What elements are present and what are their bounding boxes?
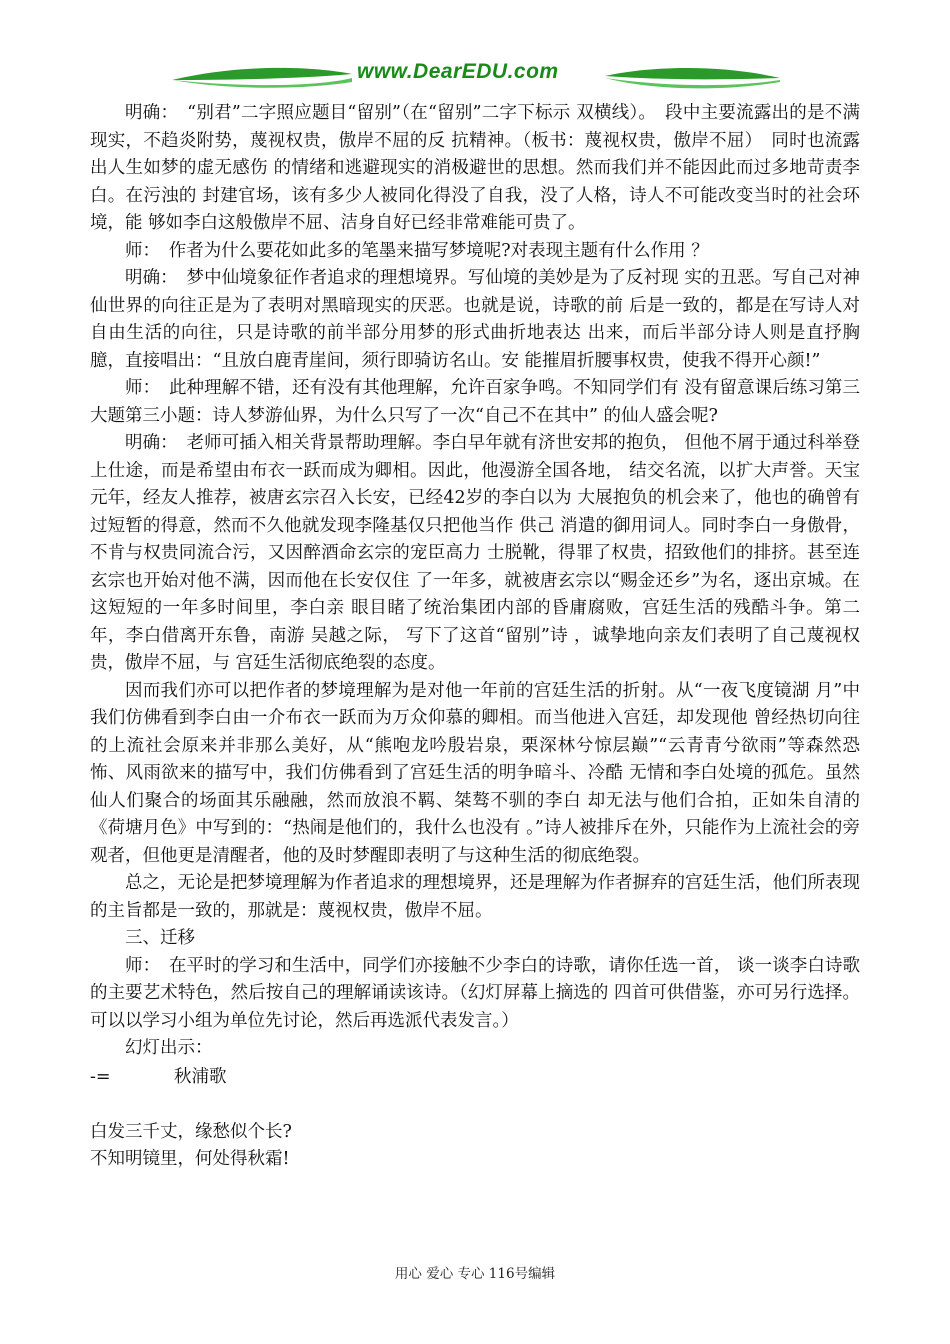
- poem-line-2: 不知明镜里，何处得秋霜!: [90, 1149, 290, 1169]
- page-footer: 用心 爱心 专心 116号编辑: [394, 1266, 556, 1282]
- section-heading-transfer: 三、迁移: [125, 928, 195, 948]
- paragraph-4: 师： 此种理解不错，还有没有其他理解，允许百家争鸣。不知同学们有 没有留意课后练习第三大题第三小题：诗人梦游仙界，为什么只写了一次“自己不在其中” 的仙人盛会呢?: [90, 378, 860, 426]
- paragraph-5: 明确： 老师可插入相关背景帮助理解。李白早年就有济世安邦的抱负， 但他不屑于通过科举登上仕途，而是希望由布衣一跃而成为卿相。因此，他漫游全国各地， 结交名流，以扩大声誉。天宝元年，经友人推荐，被唐玄宗召入长安，已经42岁的李白以为 大展抱负的机会来了，他也的确曾有过短暂的得意，然而不久他就发现李隆基仅只把他当作 供己 消遣的御用词人。同时李白一身傲骨，不肯与权贵同流合污，又因醉酒命玄宗的宠臣高力 士脱靴，得罪了权贵，招致他们的排挤。甚至连玄宗也开始对他不满，因而他在长安仅住 了一年多，就被唐玄宗以“赐金还乡”为名，逐出京城。在这短短的一年多时间里，李白亲 眼目睹了统治集团内部的昏庸腐败，宫廷生活的残酷斗争。第二年，李白借离开东鲁，南游 吴越之际， 写下了这首“留别”诗 ，诚挚地向亲友们表明了自己蔑视权贵，傲岸不屈，与 宫廷生活彻底绝裂的态度。: [90, 433, 860, 673]
- site-header: [0, 58, 950, 98]
- paragraph-1: 明确： “别君”二字照应题目“留别”（在“留别”二字下标示 双横线）。 段中主要流露出的是不满现实，不趋炎附势，蔑视权贵，傲岸不屈的反 抗精神。（板书：蔑视权贵，傲岸不屈） 同时也流露出人生如梦的虚无感伤 的情绪和逃避现实的消极避世的思想。然而我们并不能因此而过多地苛责李白。在污浊的 封建官场，该有多少人被同化得没了自我，没了人格，诗人不可能改变当时的社会环境，能 够如李白这般傲岸不屈、洁身自好已经非常难能可贵了。: [90, 103, 860, 233]
- document-body: [90, 100, 860, 1174]
- site-logo-text: www.DearEDU.com: [357, 60, 559, 83]
- paragraph-6: 因而我们亦可以把作者的梦境理解为是对他一年前的宫廷生活的折射。从“一夜飞度镜湖 月”中我们仿佛看到李白由一介布衣一跃而为万众仰慕的卿相。而当他进入宫廷，却发现他 曾经热切向往的上流社会原来并非那么美好，从“熊咆龙吟殷岩泉，栗深林兮惊层巅”“云青青兮欲雨”等森然恐怖、风雨欲来的描写中，我们仿佛看到了宫廷生活的明争暗斗、冷酷 无情和李白处境的孤危。虽然仙人们聚合的场面其乐融融，然而放浪不羁、桀骜不驯的李白 却无法与他们合拍，正如朱自清的《荷塘月色》中写到的：“热闹是他们的，我什么也没有 。”诗人被排斥在外，只能作为上流社会的旁观者，但他更是清醒者，他的及时梦醒即表明了与这种生活的彻底绝裂。: [90, 680, 860, 866]
- paragraph-3: 明确： 梦中仙境象征作者追求的理想境界。写仙境的美妙是为了反衬现 实的丑恶。写自己对神仙世界的向往正是为了表明对黑暗现实的厌恶。也就是说，诗歌的前 后是一致的，都是在写诗人对自由生活的向往，只是诗歌的前半部分用梦的形式曲折地表达 出来，而后半部分诗人则是直抒胸臆，直接唱出：“且放白鹿青崖间，须行即骑访名山。安 能摧眉折腰事权贵，使我不得开心颜!”: [90, 268, 860, 371]
- paragraph-8: 师： 在平时的学习和生活中，同学们亦接触不少李白的诗歌，请你任选一首， 谈一谈李白诗歌的主要艺术特色，然后按自己的理解诵读该诗。（幻灯屏幕上摘选的 四首可供借鉴，亦可另行选择。可以以学习小组为单位先讨论，然后再选派代表发言。）: [90, 955, 860, 1031]
- poem-title: 秋浦歌: [174, 1066, 227, 1087]
- poem-body: [90, 1119, 860, 1174]
- poem-number: -=: [90, 1066, 111, 1087]
- paragraph-7: 总之，无论是把梦境理解为作者追求的理想境界，还是理解为作者摒弃的宫廷生活，他们所表现的主旨都是一致的，那就是：蔑视权贵，傲岸不屈。: [90, 873, 860, 921]
- poem-line-1: 白发三千丈，缘愁似个长?: [90, 1121, 292, 1142]
- poem-heading: [90, 1063, 860, 1093]
- paragraph-2: 师： 作者为什么要花如此多的笔墨来描写梦境呢?对表现主题有什么作用 ？: [125, 240, 709, 261]
- slide-intro: 幻灯出示：: [125, 1038, 213, 1058]
